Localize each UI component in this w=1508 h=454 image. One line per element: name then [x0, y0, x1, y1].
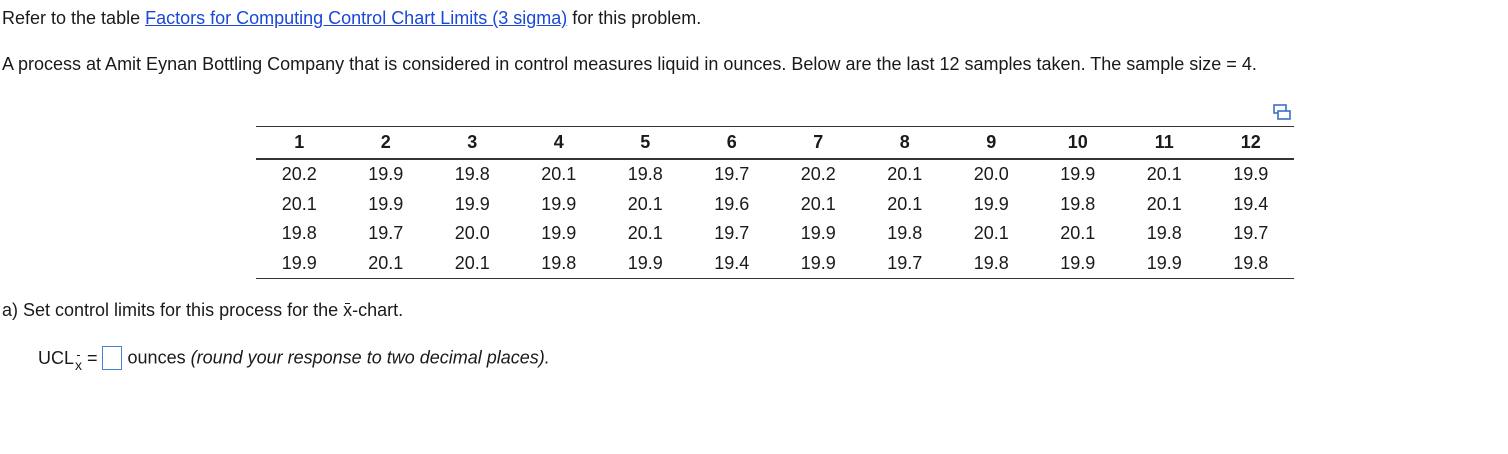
question-a	[2, 300, 403, 321]
table-cell: 19.9	[1060, 164, 1096, 185]
intro-prefix: Refer to the table	[2, 8, 146, 28]
table-row	[256, 249, 1294, 279]
table-cell: 19.9	[1233, 164, 1269, 185]
table-header-row	[256, 127, 1294, 160]
table-cell: 19.4	[1233, 193, 1269, 214]
header-cell: 6	[689, 127, 776, 160]
table-cell: 20.1	[887, 193, 923, 214]
table-cell: 19.9	[973, 193, 1009, 214]
rounding-note: (round your response to two decimal places).	[190, 347, 550, 368]
table-cell: 19.7	[714, 223, 750, 244]
table-cell: 19.8	[948, 249, 1035, 279]
table-cell: 20.1	[800, 193, 836, 214]
units-label: ounces	[127, 347, 186, 368]
table-cell: 19.8	[516, 249, 603, 279]
problem-text: A process at Amit Eynan Bottling Company that is considered in control measures liquid in ounces. Below are the last 12 samples taken. The sample size = 4.	[2, 54, 1257, 74]
table-row	[256, 219, 1294, 249]
header-cell: 11	[1121, 127, 1208, 160]
table-cell: 19.6	[714, 193, 750, 214]
table-cell: 20.1	[541, 164, 577, 185]
table-cell: 19.9	[602, 249, 689, 279]
table-cell: 19.8	[887, 223, 923, 244]
header-cell: 12	[1208, 127, 1295, 160]
header-cell: 9	[948, 127, 1035, 160]
table-cell: 20.1	[627, 223, 663, 244]
question-suffix: -chart.	[352, 300, 404, 320]
ucl-subscript: x	[75, 356, 83, 373]
ucl-label-text: UCL	[38, 347, 75, 368]
table-cell: 19.8	[1208, 249, 1295, 279]
header-cell: 1	[256, 127, 343, 160]
table-cell: 19.7	[368, 223, 404, 244]
table-cell: 19.8	[1146, 223, 1182, 244]
table-cell: 20.1	[281, 193, 317, 214]
header-cell: 4	[516, 127, 603, 160]
ucl-answer-input[interactable]	[102, 346, 122, 370]
table-cell: 19.9	[800, 223, 836, 244]
table-cell: 19.7	[862, 249, 949, 279]
table-cell: 19.8	[281, 223, 317, 244]
table-cell: 20.1	[887, 164, 923, 185]
table-cell: 19.9	[775, 249, 862, 279]
factors-table-link[interactable]: Factors for Computing Control Chart Limits (3 sigma)	[145, 8, 568, 28]
equals-sign: =	[87, 347, 98, 368]
question-prefix: a) Set control limits for this process for the	[2, 300, 344, 320]
table-cell: 20.1	[627, 193, 663, 214]
table-cell: 20.0	[454, 223, 490, 244]
header-cell: 7	[775, 127, 862, 160]
table-cell: 19.9	[256, 249, 343, 279]
table-cell: 19.8	[627, 164, 663, 185]
table-cell: 19.9	[541, 223, 577, 244]
table-cell: 19.9	[1121, 249, 1208, 279]
copy-table-icon[interactable]	[1271, 103, 1293, 123]
table-cell: 20.1	[1146, 193, 1182, 214]
table-cell: 19.9	[368, 164, 404, 185]
table-cell: 20.1	[429, 249, 516, 279]
header-cell: 8	[862, 127, 949, 160]
table-cell: 20.2	[800, 164, 836, 185]
header-cell: 5	[602, 127, 689, 160]
table-cell: 19.7	[1233, 223, 1269, 244]
intro-line	[2, 8, 701, 29]
ucl-answer-row	[38, 346, 550, 376]
intro-suffix: for this problem.	[567, 8, 702, 28]
table-cell: 19.9	[541, 193, 577, 214]
header-cell: 3	[429, 127, 516, 160]
samples-table	[256, 126, 1294, 279]
table-cell: 20.1	[973, 223, 1009, 244]
table-cell: 19.4	[689, 249, 776, 279]
table-cell: 19.8	[1060, 193, 1096, 214]
table-row	[256, 159, 1294, 190]
table-cell: 20.2	[281, 164, 317, 185]
table-cell: 20.1	[1060, 223, 1096, 244]
table-cell: 19.7	[714, 164, 750, 185]
header-cell: 2	[343, 127, 430, 160]
table-cell: 19.8	[454, 164, 490, 185]
x-bar-symbol: x	[343, 300, 353, 320]
table-cell: 20.1	[343, 249, 430, 279]
table-row	[256, 190, 1294, 220]
table-cell: 20.0	[973, 164, 1009, 185]
table-cell: 19.9	[368, 193, 404, 214]
table-cell: 20.1	[1146, 164, 1182, 185]
header-cell: 10	[1035, 127, 1122, 160]
table-cell: 19.9	[1035, 249, 1122, 279]
table-cell: 19.9	[454, 193, 490, 214]
ucl-label	[38, 347, 83, 373]
